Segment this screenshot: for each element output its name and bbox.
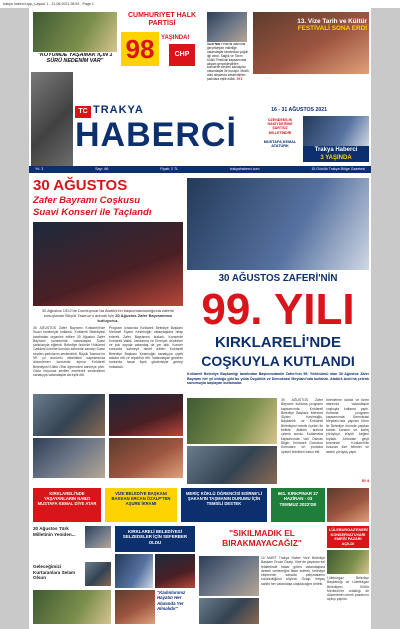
- festival-headline: [269, 18, 367, 48]
- sikilmadik-text: 10 MART Trakya Haber Vize Belediye Başkanı Ercan Özalp, Vize'de yaşanan sel felaketinde hasar gören vatandaşlara destek verileceğini ifade ederek, belediye ekiplerinin sahada çalışmalarını sürdürdüğünü söyledi. Özalp, ihtiyaç sahibi her vatandaşa ulaşılacağını belirtti.: [261, 556, 325, 586]
- lead-photo-small-1: [33, 394, 105, 436]
- zafer-body-a: 30 AĞUSTOS Zafer Bayramı kutlama programı kapsamında Kırklareli Belediye Başkanı Mehmet Siyam Kesimoğlu, Başkanlık ve Kırklareli Belediyesi meclis üyeleri ile birlikte Atatürk anıtına çelenk sundu. Kutlamalar kapsamında Vali Osman Bilgin, Kırklareli Garnizon Komutanı ve protokol üyeleri tebrikleri kabul etti.: [281, 398, 323, 454]
- lead-caption: [33, 308, 183, 324]
- strip-year: Yıl: 3: [35, 167, 44, 171]
- strip-website: trakyahaberci.com: [230, 167, 260, 171]
- left-news-2: Geleceğimizi Kurtaranlara Selam Olsun: [33, 564, 76, 581]
- zafer-more: Sf 4: [361, 478, 369, 483]
- strip-box-2: VİZE BELEDİYE BAŞKANI BAKKAN ERCAN ÖZALP'TEN AŞURE İKRAMI: [105, 488, 177, 522]
- vize-fest-body: Festival alanında gerçekleşen etkinliğe vatandaşlar tarafından yoğun ilgi vardı. Sağlık ve Tarım Kültür Festivali kapsamında akşam gerçekleştirilen konserde sevilen sanatçılar vatandaşlar ile buluştu. Müzik dolu akşamda seslendirilen şarkılara eşlik edildi.: [207, 43, 249, 82]
- masthead-motto: ÖZENDEKİLİK HAKİYDEĞİNE ŞARTSIZ MİLLETİNDİR: [267, 118, 293, 135]
- strip-box-4: 661. KIRKPINAR 27 HAZİRAN - 03 TEMMUZ 2022'DE: [271, 488, 325, 522]
- viewer-info-bar: trakya haberci.qxp_Layout 1 - 31.08.2021 08:53 - Page 1: [0, 0, 400, 8]
- ceremony-photo: [187, 178, 369, 270]
- strip-box-1: KIRKLARELİ'NDE YAŞAYANLARIN NABZI MUSTAFA KEMAL DİYE ATAR: [33, 488, 101, 522]
- zafer-body-b: törenlerine katıldı ve tören alanında vatandaşlar coşkuyla kutlama yaptı. Kutlama programı kapsamında Demokrasi Meydanı'nda yapılan tören ile Belediye önünde yapılan bando konseri ve kortej yürüyüşü büyük beğeni topladı. Ardından geçit töreninde Kırklareli'de bulunan tüm birimler ve askeri yürüyüş yaptı.: [326, 398, 369, 454]
- woman-photo: [115, 590, 155, 624]
- festival-headline-accent: FESTİVALİ: [297, 25, 330, 33]
- concert-photo: [33, 222, 183, 306]
- lead-photo-small-2: [109, 394, 183, 436]
- lule-text: Lüleburgaz Belediye Başkanlığı ve Lüleburgaz Belediyesi Kültür Merkezi'nin ortaklığı ile düzenlenen emek pazarının açılışı yapıldı.: [327, 576, 369, 602]
- kirklareli-relief-headline: KIRKLARELİ BELEDİYESİ SELZEDELER İÇİN SEFERBER OLDU: [115, 526, 195, 552]
- women-quote: "Kadınlarımız Hayatın Her Alanında Yer Almalıdır": [157, 590, 186, 612]
- logo-main: HABERCİ: [75, 116, 237, 154]
- vize-fest-more: Sf 3: [236, 77, 243, 82]
- left-news-2-photo: [85, 562, 111, 586]
- zafer-kicker: 30 AĞUSTOS ZAFERİ'NİN: [218, 273, 338, 284]
- vize-fest-text: [207, 43, 251, 103]
- lead-caption-text: 30 Ağustos 1922'de Dumlupınar'da Atatürk'ün başkomandanlığında zaferle sonuçlanan Büyük Taarruz'u anmak için: [41, 308, 175, 318]
- lead-title-line1: 30 AĞUSTOS: [33, 177, 128, 194]
- anniversary-box: [303, 146, 369, 162]
- logo-top: TRAKYA: [93, 104, 144, 116]
- issue-dates: 16 - 31 AĞUSTOS 2021: [271, 107, 327, 113]
- vize-fest-lead: VİZE'NİN: [207, 43, 221, 46]
- anniversary-line2: 3 YAŞINDA: [320, 155, 352, 161]
- masthead-founder: MUSTAFA KEMAL ATATÜRK: [263, 140, 297, 149]
- lead-body-right: Program sırasında Kırklareli Belediye Başkanı Mehmet Siyam Kesimoğlu vatandaşlara hitap ederek Zafer Bayramını kutladı. Konserde Kırklareli Valisi, Jandarma ve Emniyet müdürleri ve çok sayıda vatandaş da yer aldı. Konser sonunda sahneye davet edilen Kırklareli Belediye Başkanı Kesimoğlu sanatçıya çiçek takdim etti ve teşekkür etti. Vatandaşlar gecenin sonunda havai fişek gösterisiyle geceyi noktaladı.: [109, 326, 183, 369]
- zafer-standfirst: Kırklareli Belediye Başkanlığı tarafından Başkomutanlık Zaferi'nin 99. Yıldönümü olan 30 Ağustos Zafer Bayramı her yıl olduğu gibi bu yılda Özgürlük ve Demokrasi Meydanı'nda kutlandı. Atatürk Anıtı'na çelenk sunumuyla başlayan kutlamalar.: [187, 372, 369, 385]
- lead-body-left: 30 AĞUSTOS Zafer Bayramı Kırklareli'nde Suavi konseriyle kutlandı. Kırklareli Belediyesi tarafından organize edilen 30 Ağustos Zafer Bayramı konserinde vatandaşlar Suavi şarkılarıyla eğlendi. Belediye önünde Hükümet Caddesi üzerine kurulan sahnede sanatçı Suavi sevilen şarkılarını seslendirdi. Büyük Taarruz'un 99. yıl dönümü etkinlikleri kapsamında düzenlenen konserde ayrıca Kırklareli Belediyesi Kültür Ofisi öğrencileri sahneye çıktı. Gece boyunca sevilen eserlerini seslendiren sanatçıya vatandaşlar da eşlik etti.: [33, 326, 105, 378]
- strip-box-4-photo: [327, 488, 369, 522]
- zafer-big: 99. YILI: [201, 285, 355, 334]
- lule-photo: [327, 550, 369, 574]
- sikilmadik-photo-2: [199, 598, 259, 624]
- chp-headline: CUMHURİYET HALK PARTİSİ: [127, 12, 197, 27]
- chp-logo: CHP: [169, 44, 195, 66]
- masthead-info-strip: [29, 166, 371, 173]
- village-photo: [33, 12, 117, 52]
- festival-headline-suffix: SONA ERDİ: [331, 25, 367, 33]
- festival-headline-prefix: 13. Vize Tarih ve Kültür: [297, 18, 367, 25]
- village-headline: "KÖYÜMDE YAŞAMAK İÇİN 1 SÜRÜ NEDENİM VAR": [31, 53, 119, 69]
- zafer-photo-3: [187, 446, 277, 484]
- zafer-photo-2: [187, 398, 277, 444]
- strip-box-3: MERİÇ KÖKLÜ ÖĞRENCİSİ EDİRNE'Lİ ŞAKAN'IN TAŞMANIN DURUMU İÇİN TEMSİLİ DESTEK: [181, 488, 267, 522]
- left-news-1-photo: [85, 526, 111, 548]
- lead-title-line2: Zafer Bayramı Coşkusu: [33, 195, 141, 206]
- zafer-line2: KIRKLARELİ'NDE: [214, 334, 342, 351]
- anniversary-photo: [303, 116, 369, 146]
- chp-age: 98: [121, 32, 159, 66]
- lead-photo-small-4: [109, 438, 183, 478]
- newspaper-page: [29, 8, 371, 629]
- sikilmadik-headline: "SIKILMADIK EL BIRAKMAYACAĞIZ": [222, 528, 302, 548]
- relief-photo-2: [155, 554, 195, 588]
- lead-photo-small-3: [33, 438, 105, 478]
- vize-fest-photo: [207, 12, 247, 42]
- sikilmadik-photo: [199, 556, 259, 596]
- lead-caption-bold: 30 Ağustos Zafer Bayramımızı kutluyoruz.: [97, 313, 173, 323]
- anniversary-line1: Trakya Haberci: [314, 147, 358, 153]
- lule-headline: LÜLEBURGAZ'ENERİ KONSERVATUVARI EMEĞİ PAZARI AÇILDI: [327, 526, 369, 548]
- left-news-1: 30 Ağustos Türk Milletinin Yeniden...: [33, 526, 76, 537]
- tc-mark: TC: [75, 106, 91, 118]
- ataturk-photo: [31, 72, 73, 168]
- chp-age-suffix: YAŞINDA!: [161, 35, 190, 41]
- strip-price: Fiyatı: 2 TL: [160, 167, 179, 171]
- strip-tagline: 15 Günlük Trakya Bölge Gazetesi: [311, 167, 365, 171]
- strip-issue: Sayı: 66: [95, 167, 109, 171]
- lead-title-line3: Suavi Konseri ile Taçlandı: [33, 207, 152, 218]
- zafer-line3: COŞKUYLA KUTLANDI: [201, 353, 355, 369]
- relief-photo-1: [115, 554, 153, 588]
- left-news-photo-bottom: [33, 590, 111, 624]
